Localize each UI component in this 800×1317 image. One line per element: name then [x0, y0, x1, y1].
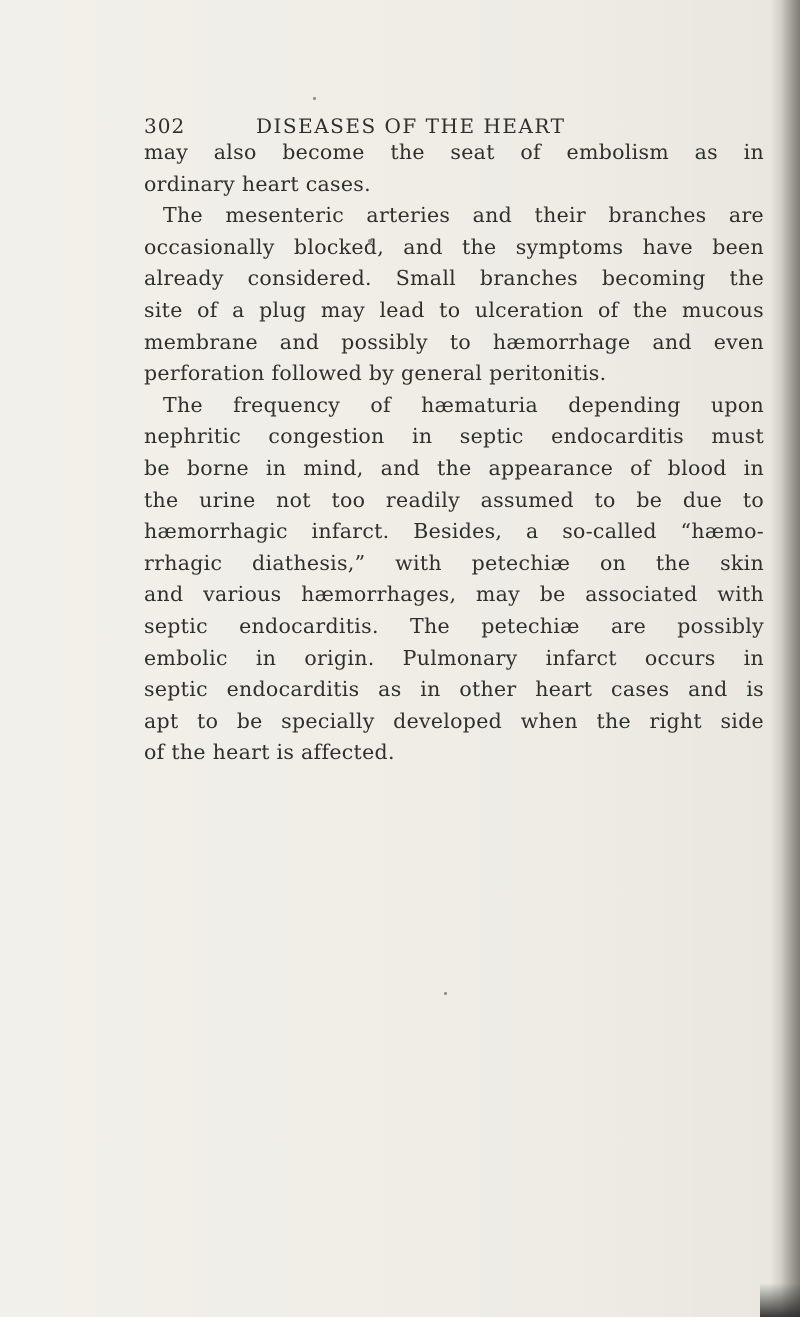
text-line: ordinary heart cases.	[144, 171, 371, 196]
text-line: nephritic congestion in septic endocarditis must	[144, 424, 764, 449]
text-line: apt to be specially developed when the right side	[144, 708, 764, 733]
text-line: occasionally blocked, and the symptoms have been	[144, 234, 764, 259]
text-line: membrane and possibly to hæmorrhage and even	[144, 329, 764, 354]
text-line: embolic in origin. Pulmonary infarct occurs in	[144, 645, 764, 670]
text-line: hæmorrhagic infarct. Besides, a so-called “hæmo-	[144, 519, 764, 544]
text-line: site of a plug may lead to ulceration of the mucous	[144, 297, 764, 322]
text-line: septic endocarditis. The petechiæ are possibly	[144, 613, 764, 638]
text-line: rrhagic diathesis,” with petechiæ on the skin	[144, 550, 764, 575]
page-number: 302	[144, 114, 186, 138]
paper-speck	[313, 97, 316, 100]
body-text	[144, 137, 764, 769]
text-line: and various hæmorrhages, may be associated with	[144, 582, 764, 607]
text-line: be borne in mind, and the appearance of blood in	[144, 455, 764, 480]
text-line: the urine not too readily assumed to be due to	[144, 487, 764, 512]
paper-speck	[444, 992, 447, 995]
text-line: The frequency of hæmaturia depending upon	[163, 392, 764, 417]
text-line: already considered. Small branches becoming the	[144, 266, 764, 291]
text-line: septic endocarditis as in other heart cases and is	[144, 677, 764, 702]
text-line: of the heart is affected.	[144, 740, 395, 765]
page-corner-shadow	[760, 1283, 800, 1317]
text-line: may also become the seat of embolism as in	[144, 140, 764, 164]
running-head-title: DISEASES OF THE HEART	[256, 114, 566, 138]
text-line: perforation followed by general peritonitis.	[144, 361, 607, 386]
page-binding-edge	[770, 0, 800, 1317]
text-line: The mesenteric arteries and their branches are	[163, 203, 764, 228]
